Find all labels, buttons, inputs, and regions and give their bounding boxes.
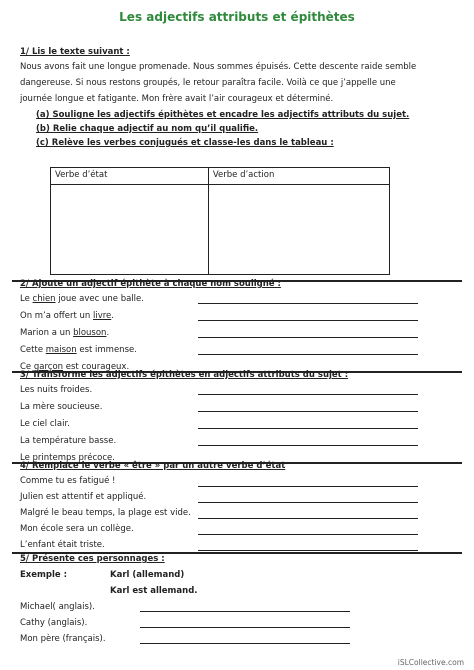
list-item: Le ciel clair.: [20, 419, 70, 429]
table-header-action: Verbe d’action: [208, 168, 389, 185]
list-item: Le printemps précoce.: [20, 453, 115, 463]
list-item: Comme tu es fatigué !: [20, 476, 116, 486]
text-line-2: dangereuse. Si nous restons groupés, le retour paraîtra facile. Voilà ce que j’appelle une: [20, 78, 396, 88]
answer-line[interactable]: [198, 320, 418, 321]
example-label: Exemple :: [20, 570, 68, 580]
list-item: On m’a offert un livre.: [20, 311, 114, 321]
answer-line[interactable]: [198, 337, 418, 338]
list-item: L’enfant était triste.: [20, 540, 105, 550]
list-item: Cette maison est immense.: [20, 345, 137, 355]
list-item: Ce garçon est courageux.: [20, 362, 130, 372]
section-3-heading: 3/ Transforme les adjectifs épithètes en adjectifs attributs du sujet :: [20, 370, 349, 380]
answer-line[interactable]: [198, 534, 418, 535]
text-line-1: Nous avons fait une longue promenade. Nous sommes épuisés. Cette descente raide semble: [20, 62, 417, 72]
section-5-heading: 5/ Présente ces personnages :: [20, 554, 165, 564]
verb-table: [50, 167, 390, 275]
answer-line[interactable]: [140, 627, 350, 628]
answer-line[interactable]: [198, 445, 418, 446]
answer-line[interactable]: [198, 303, 418, 304]
example-answer: Karl est allemand.: [110, 586, 198, 596]
answer-line[interactable]: [140, 643, 350, 644]
list-item: Mon père (français).: [20, 634, 106, 644]
list-item: La mère soucieuse.: [20, 402, 103, 412]
list-item: Le chien joue avec une balle.: [20, 294, 144, 304]
answer-line[interactable]: [198, 394, 418, 395]
section-1-heading: 1/ Lis le texte suivant :: [20, 47, 130, 57]
answer-line[interactable]: [198, 428, 418, 429]
table-cell-etat[interactable]: [51, 185, 209, 275]
answer-line[interactable]: [198, 486, 418, 487]
list-item: Malgré le beau temps, la plage est vide.: [20, 508, 191, 518]
list-item: Mon école sera un collège.: [20, 524, 134, 534]
table-cell-action[interactable]: [208, 185, 389, 275]
watermark: iSLCollective.com: [397, 658, 464, 667]
answer-line[interactable]: [198, 411, 418, 412]
answer-line[interactable]: [198, 502, 418, 503]
list-item: Julien est attentif et appliqué.: [20, 492, 147, 502]
list-item: Marion a un blouson.: [20, 328, 110, 338]
task-c: (c) Relève les verbes conjugués et classe-les dans le tableau :: [36, 138, 334, 148]
text-line-3: journée longue et fatigante. Mon frère avait l’air courageux et déterminé.: [20, 94, 334, 104]
section-2-heading: 2/ Ajoute un adjectif épithète à chaque nom souligné :: [20, 279, 281, 289]
answer-line[interactable]: [198, 550, 418, 551]
task-b: (b) Relie chaque adjectif au nom qu’il qualifie.: [36, 124, 259, 134]
task-a: (a) Souligne les adjectifs épithètes et encadre les adjectifs attributs du sujet.: [36, 110, 410, 120]
page-title: Les adjectifs attributs et épithètes: [119, 10, 355, 24]
answer-line[interactable]: [198, 518, 418, 519]
list-item: Michael( anglais).: [20, 602, 95, 612]
answer-line[interactable]: [140, 611, 350, 612]
section-4-heading: 4/ Remplace le verbe « être » par un autre verbe d’état: [20, 461, 286, 471]
table-header-etat: Verbe d’état: [51, 168, 209, 185]
list-item: Cathy (anglais).: [20, 618, 88, 628]
answer-line[interactable]: [198, 354, 418, 355]
example-prompt: Karl (allemand): [110, 570, 185, 580]
list-item: Les nuits froides.: [20, 385, 93, 395]
list-item: La température basse.: [20, 436, 117, 446]
